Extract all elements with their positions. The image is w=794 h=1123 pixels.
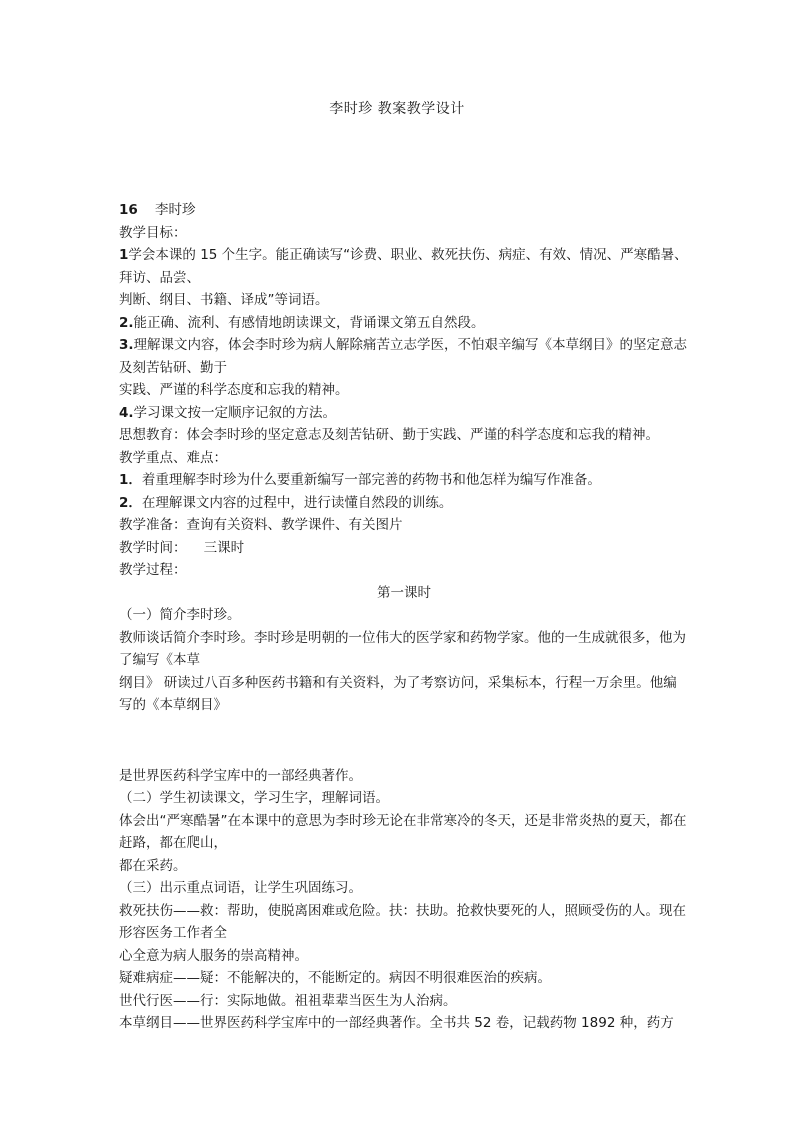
intro-paragraph-2: 纲目》 研读过八百多种医药书籍和有关资料，为了考察访问，采集标本，行程一万余里。他编写的《本草纲目》 — [119, 674, 677, 713]
preparation: 教学准备：查询有关资料、教学课件、有关图片 — [119, 517, 403, 533]
key-point-2-number: 2． — [119, 494, 142, 511]
goal-2-number: 2. — [119, 314, 134, 331]
goal-3-cont: 实践、严谨的科学态度和忘我的精神。 — [119, 382, 349, 398]
goal-1-number: 1 — [119, 247, 129, 263]
lesson-number: 16 — [119, 202, 138, 218]
key-point-2 — [119, 492, 689, 515]
page-title: 李时珍 教案教学设计 — [329, 101, 465, 117]
page-gap — [119, 717, 689, 765]
heading-spacer — [138, 202, 155, 218]
key-point-1 — [119, 469, 689, 492]
moral-education: 思想教育：体会李时珍的坚定意志及刻苦钻研、勤于实践、严谨的科学态度和忘我的精神。 — [119, 427, 659, 443]
part-one-heading: （一）简介李时珍。 — [119, 607, 241, 623]
part-three-heading: （三）出示重点词语，让学生巩固练习。 — [119, 880, 362, 896]
vocab-shidai: 世代行医——行：实际地做。祖祖辈辈当医生为人治病。 — [119, 992, 457, 1009]
vocab-jiusi-cont: 心全意为病人服务的崇高精神。 — [119, 947, 308, 964]
goal-4-text: 学习课文按一定顺序记叙的方法。 — [133, 404, 337, 421]
goal-3-number: 3. — [119, 337, 134, 353]
key-points-label: 教学重点、难点： — [119, 449, 227, 466]
word-explanation-1-cont: 都在采药。 — [119, 857, 187, 874]
goal-1-cont: 判断、纲目、书籍、译成”等词语。 — [119, 292, 329, 308]
goal-3-text: 理解课文内容，体会李时珍为病人解除痛苦立志学医，不怕艰辛编写《本草纲目》的坚定意志及刻苦钻研、勤于 — [119, 337, 688, 376]
goal-1 — [119, 244, 689, 289]
key-point-1-number: 1． — [119, 472, 142, 488]
teaching-time: 教学时间： 三课时 — [119, 539, 245, 556]
goal-4 — [119, 402, 689, 425]
part-two-heading: （二）学生初读课文，学习生字，理解词语。 — [119, 790, 389, 806]
goal-2 — [119, 312, 689, 335]
key-point-2-text: 在理解课文内容的过程中，进行读懂自然段的训练。 — [141, 494, 453, 511]
lesson-heading — [119, 199, 689, 222]
goal-1-text: 学会本课的 15 个生字。能正确读写“诊费、职业、救死扶伤、病症、有效、情况、严寒酷暑、拜访、品尝、 — [119, 247, 688, 286]
vocab-jiusi: 救死扶伤——救：帮助，使脱离困难或危险。扶：扶助。抢救快要死的人，照顾受伤的人。现在形容医务工作者全 — [119, 902, 686, 941]
goal-4-number: 4. — [119, 404, 134, 421]
section-goals-label: 教学目标： — [119, 224, 187, 241]
key-point-1-text: 着重理解李时珍为什么要重新编写一部完善的药物书和他怎样为编写作准备。 — [141, 472, 601, 488]
document-body — [119, 199, 689, 1035]
intro-paragraph-3: 是世界医药科学宝库中的一部经典著作。 — [119, 767, 362, 784]
vocab-yinan: 疑难病症——疑：不能解决的，不能断定的。病因不明很难医治的疾病。 — [119, 970, 551, 986]
intro-paragraph-1: 教师谈话简介李时珍。李时珍是明朝的一位伟大的医学家和药物学家。他的一生成就很多，他为了编写《本草 — [119, 629, 686, 668]
goal-3 — [119, 334, 689, 379]
vocab-bencao: 本草纲目——世界医药科学宝库中的一部经典著作。全书共 52 卷，记载药物 1892 种，药方 — [119, 1015, 674, 1031]
process-label: 教学过程： — [119, 562, 187, 578]
lesson-title: 李时珍 — [154, 202, 196, 218]
word-explanation-1: 体会出“严寒酷暑”在本课中的意思为李时珍无论在非常寒冷的冬天，还是非常炎热的夏天，都在赶路，都在爬山， — [119, 812, 687, 851]
goal-2-text: 能正确、流利、有感情地朗读课文，背诵课文第五自然段。 — [133, 314, 485, 331]
lesson-one-heading: 第一课时 — [377, 584, 431, 601]
